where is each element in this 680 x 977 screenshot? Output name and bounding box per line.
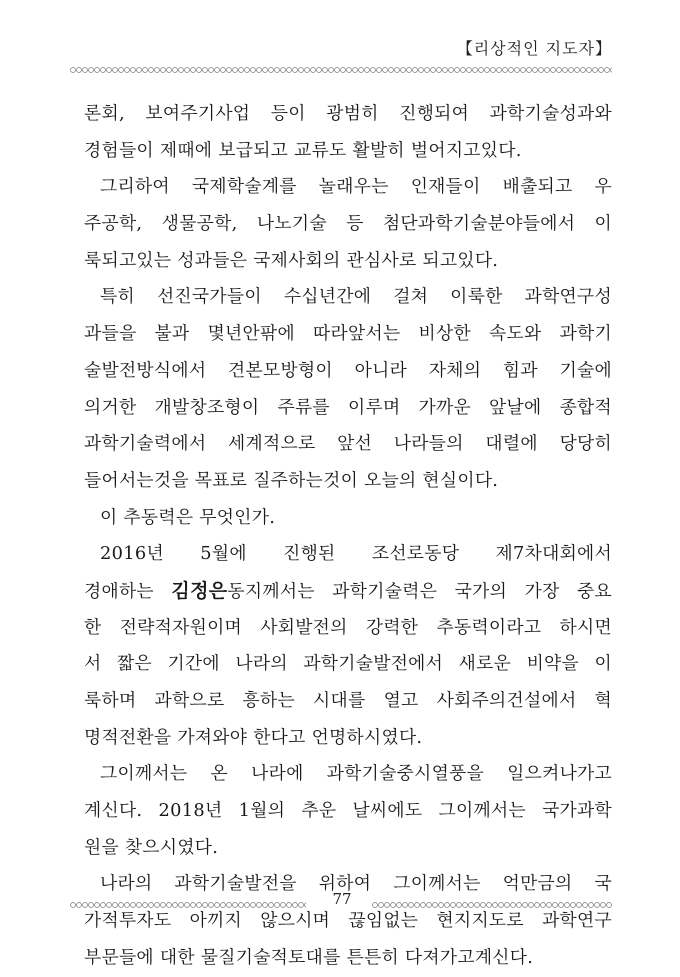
text-line: 술발전방식에서 견본모방형이 아니라 자체의 힘과 기술에 [84,359,612,381]
text-line: 이 추동력은 무엇인가. [100,506,276,528]
text-line: 부문들에 대한 물질기술적토대를 튼튼히 다져가고계신다. [84,946,534,968]
emphasized-name: 김정은 [171,579,228,602]
text-line: 2016년 5월에 진행된 조선로동당 제7차대회에서 [100,543,612,565]
text-line-with-name [84,573,612,610]
text-line-suffix: 동지께서는 과학기술력은 국가의 가장 중요 [227,580,613,602]
text-line: 과학기술력에서 세계적으로 앞선 나라들의 대렬에 당당히 [84,433,612,455]
text-line: 룩하며 과학으로 흥하는 시대를 열고 사회주의건설에서 혁 [84,690,612,711]
text-line: 룩되고있는 성과들은 국제사회의 관심사로 되고있다. [84,249,499,271]
text-line: 특히 선진국가들이 수십년간에 걸쳐 이룩한 과학연구성 [100,286,612,308]
text-line: 나라의 과학기술발전을 위하여 그이께서는 억만금의 국 [100,873,612,895]
text-line: 과들을 불과 몇년안팎에 따라앞서는 비상한 속도와 과학기 [84,323,612,345]
text-line: 주공학, 생물공학, 나노기술 등 첨단과학기술분야들에서 이 [84,213,612,235]
text-line: 그리하여 국제학술계를 놀래우는 인재들이 배출되고 우 [100,176,612,198]
text-line: 들어서는것을 목표로 질주하는것이 오늘의 현실이다. [84,469,499,491]
text-line-prefix: 경애하는 [84,580,172,602]
text-line: 의거한 개발창조형이 주류를 이루며 가까운 앞날에 종합적 [84,396,612,418]
footer-wavy-rule-left [70,901,306,909]
body-text [84,96,612,977]
text-line: 원을 찾으시였다. [84,836,219,858]
text-line: 서 짧은 기간에 나라의 과학기술발전에서 새로운 비약을 이 [84,653,612,675]
page-number: 77 [332,890,352,908]
text-line: 명적전환을 가져와야 한다고 언명하시였다. [84,726,423,748]
text-line: 경험들이 제때에 보급되고 교류도 활발히 벌어지고있다. [84,139,522,161]
text-line: 한 전략적자원이며 사회발전의 강력한 추동력이라고 하시면 [84,616,612,638]
text-line: 론회, 보여주기사업 등이 광범히 진행되여 과학기술성과와 [84,103,612,124]
header-wavy-rule [70,66,612,74]
running-header: 【리상적인 지도자】 [456,39,612,58]
text-line: 계신다. 2018년 1월의 추운 날씨에도 그이께서는 국가과학 [84,800,612,822]
text-line: 가적투자도 아끼지 않으시며 끊임없는 현지지도로 과학연구 [84,910,612,932]
footer-wavy-rule-right [372,901,612,909]
text-line: 그이께서는 온 나라에 과학기술중시열풍을 일으켜나가고 [100,763,612,785]
